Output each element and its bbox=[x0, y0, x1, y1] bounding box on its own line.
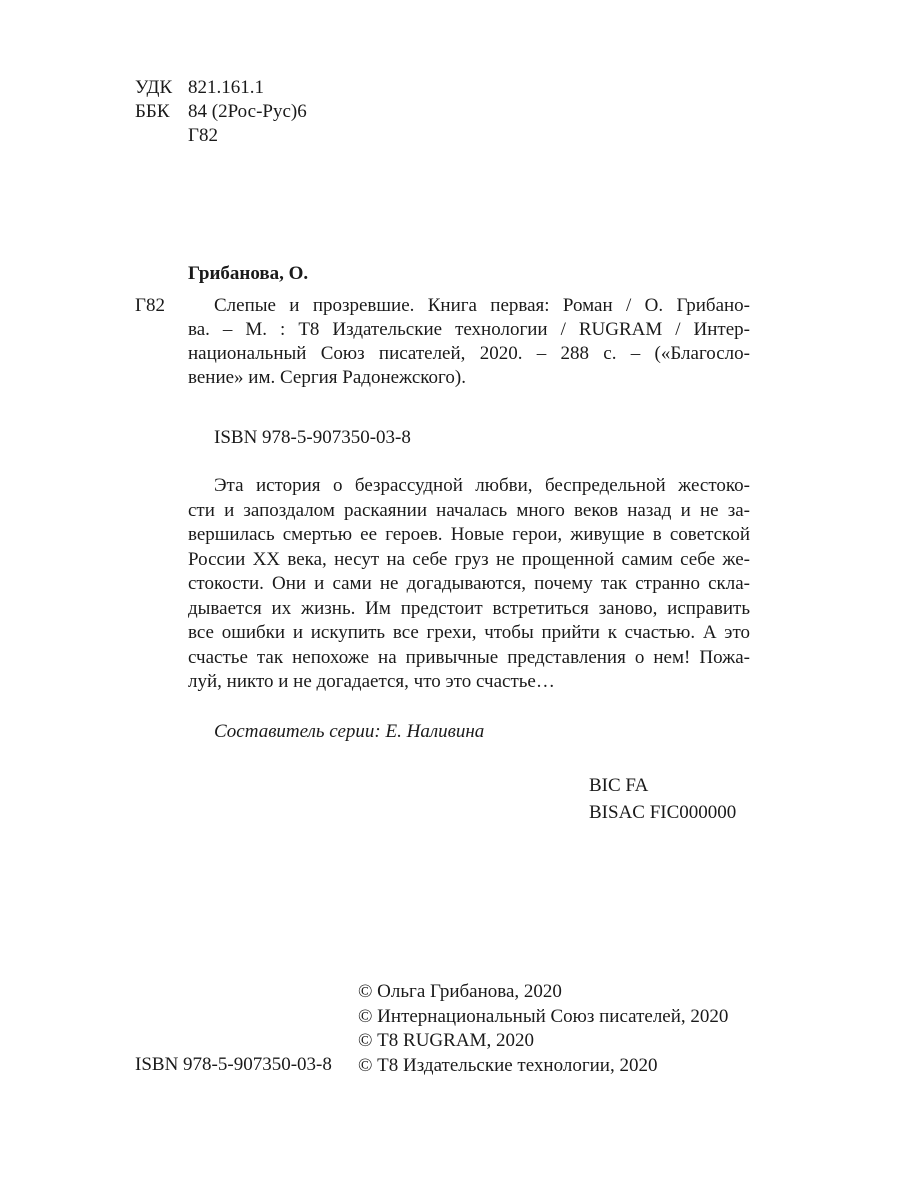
biblio-line: вение» им. Сергия Радонежского). bbox=[188, 367, 466, 388]
annotation-line: вершилась смертью ее героев. Новые герои, живущие в советской bbox=[188, 524, 750, 545]
call-number: Г82 bbox=[135, 295, 165, 316]
copyright-line: © Т8 Издательские технологии, 2020 bbox=[358, 1054, 658, 1076]
copyright-block bbox=[358, 980, 728, 1078]
annotation-line: России XX века, несут на себе груз не прощенной самим себе же- bbox=[188, 548, 750, 570]
bbk-value: 84 (2Рос-Рус)6 bbox=[188, 101, 307, 122]
author-mark-row bbox=[135, 124, 307, 148]
author-heading: Грибанова, О. bbox=[188, 263, 309, 284]
copyright-line: © Т8 RUGRAM, 2020 bbox=[358, 1030, 534, 1051]
bisac-code: BISAC FIC000000 bbox=[589, 802, 737, 823]
subject-codes bbox=[589, 774, 736, 828]
bbk-row bbox=[135, 100, 307, 124]
copyright-line: © Ольга Грибанова, 2020 bbox=[358, 981, 562, 1002]
biblio-line: Слепые и прозревшие. Книга первая: Роман / О. Грибано- bbox=[214, 295, 750, 316]
annotation-line: Эта история о безрассудной любви, беспредельной жестоко- bbox=[214, 475, 750, 496]
annotation-line: луй, никто и не догадается, что это счастье… bbox=[188, 671, 555, 692]
annotation-line: все ошибки и искупить все грехи, чтобы прийти к счастью. А это bbox=[188, 622, 750, 643]
author-mark: Г82 bbox=[188, 125, 218, 146]
annotation-line: дывается их жизнь. Им предстоит встретиться заново, исправить bbox=[188, 597, 750, 619]
biblio-line: ва. – М. : Т8 Издательские технологии / RUGRAM / Интер- bbox=[188, 319, 750, 340]
annotation-line: сти и запоздалом раскаянии началась много веков назад и не за- bbox=[188, 499, 750, 521]
bic-code: BIC FA bbox=[589, 775, 649, 796]
udk-label: УДК bbox=[135, 77, 173, 98]
bbk-label: ББК bbox=[135, 101, 170, 122]
copyright-line: © Интернациональный Союз писателей, 2020 bbox=[358, 1005, 729, 1027]
udk-value: 821.161.1 bbox=[188, 77, 264, 98]
bibliographic-description bbox=[188, 294, 750, 390]
isbn: ISBN 978-5-907350-03-8 bbox=[214, 427, 411, 448]
classification-block bbox=[135, 76, 307, 148]
bottom-isbn: ISBN 978-5-907350-03-8 bbox=[135, 1054, 332, 1075]
series-compiler: Составитель серии: Е. Наливина bbox=[214, 721, 485, 742]
biblio-line: национальный Союз писателей, 2020. – 288 с. – («Благосло- bbox=[188, 343, 750, 364]
annotation-line: счастье так непохоже на привычные представления о нем! Пожа- bbox=[188, 646, 750, 668]
udk-row bbox=[135, 76, 307, 100]
annotation-line: стокости. Они и сами не догадываются, почему так странно скла- bbox=[188, 573, 750, 594]
annotation bbox=[188, 474, 750, 695]
